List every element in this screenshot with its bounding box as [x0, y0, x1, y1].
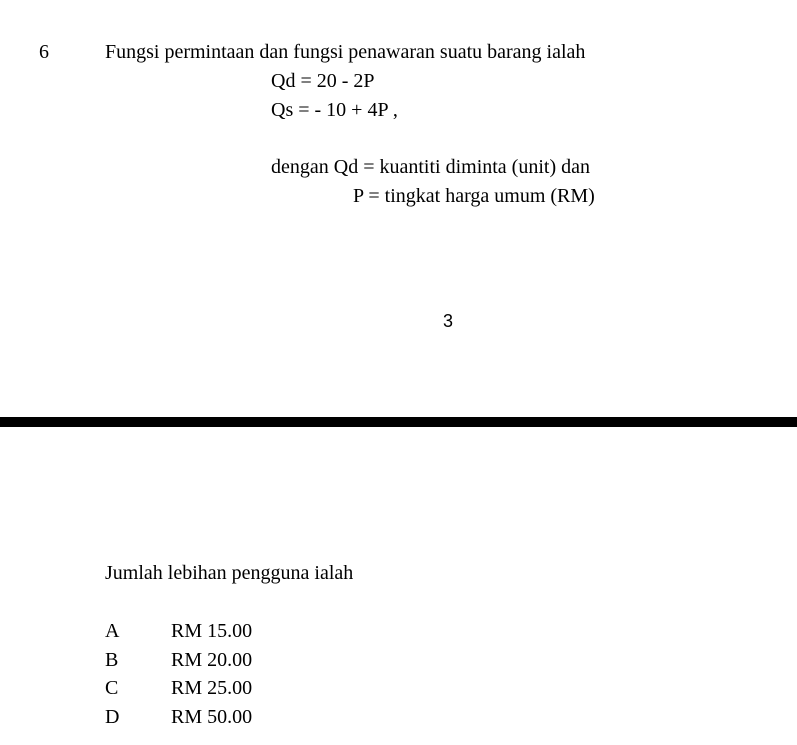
supply-equation: Qs = - 10 + 4P , — [271, 99, 398, 121]
option-text: RM 25.00 — [171, 677, 253, 699]
option-letter: A — [105, 620, 120, 642]
option-letter: D — [105, 706, 120, 728]
question-number: 6 — [39, 41, 49, 63]
definition-p: P = tingkat harga umum (RM) — [353, 185, 595, 207]
page-number: 3 — [443, 311, 454, 331]
definition-qd: dengan Qd = kuantiti diminta (unit) dan — [271, 156, 590, 178]
option-letter: B — [105, 649, 119, 671]
page-divider — [0, 417, 797, 427]
question-stem: Fungsi permintaan dan fungsi penawaran suatu barang ialah — [105, 41, 586, 63]
demand-equation: Qd = 20 - 2P — [271, 70, 375, 92]
option-text: RM 15.00 — [171, 620, 253, 642]
option-text: RM 50.00 — [171, 706, 253, 728]
option-text: RM 20.00 — [171, 649, 253, 671]
option-letter: C — [105, 677, 119, 699]
answer-prompt: Jumlah lebihan pengguna ialah — [105, 562, 354, 584]
